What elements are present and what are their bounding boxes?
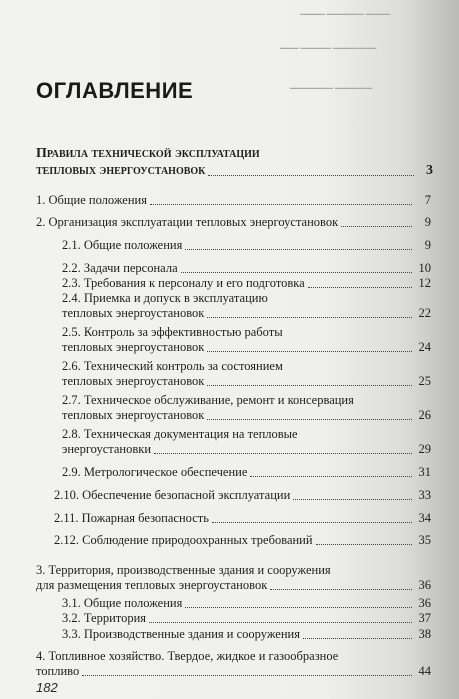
dot-leader <box>250 475 412 477</box>
dot-leader <box>185 248 412 250</box>
toc-entry-title: тепловых энергоустановок <box>62 408 205 422</box>
dot-leader <box>208 174 414 176</box>
toc-entry-title: 2.7. Техническое обслуживание, ремонт и консервация <box>62 393 354 407</box>
show-through-text: ▁▁▁▁ ▁▁▁▁▁▁ ▁▁▁▁ <box>300 6 391 15</box>
toc-entry-title: Правила технической эксплуатации <box>36 146 260 161</box>
toc-entry-title: тепловых энергоустановок <box>62 306 205 320</box>
dot-leader <box>207 418 412 420</box>
toc-page-number: 3 <box>426 163 433 178</box>
toc-page-number: 25 <box>418 374 431 388</box>
toc-page-number: 7 <box>424 193 431 207</box>
toc-page-number: 37 <box>418 611 431 625</box>
toc-entry-title: 2.5. Контроль за эффективностью работы <box>62 325 283 339</box>
toc-entry-title: 3. Территория, производственные здания и сооружения <box>36 563 331 577</box>
toc-page-number: 33 <box>418 488 431 502</box>
toc-page-number: 9 <box>424 215 431 229</box>
toc-entry-title: 2.1. Общие положения <box>62 238 183 252</box>
dot-leader <box>293 498 412 500</box>
toc-entry <box>36 145 433 179</box>
toc-entry <box>36 563 431 593</box>
toc-entry <box>62 238 431 253</box>
contents-heading: ОГЛАВЛЕНИЕ <box>36 78 194 103</box>
dot-leader <box>316 543 412 545</box>
dot-leader <box>207 350 412 352</box>
toc-page-number: 36 <box>418 578 431 592</box>
toc-entry-title: 2.8. Техническая документация на тепловые <box>62 427 298 441</box>
toc-entry-title: тепловых энергоустановок <box>36 163 206 178</box>
toc-entry <box>36 649 431 679</box>
toc-entry <box>62 465 431 480</box>
toc-entry-title: тепловых энергоустановок <box>62 340 205 354</box>
toc-page-number: 35 <box>418 533 431 547</box>
dot-leader <box>150 203 412 205</box>
toc-entry-title: 3.1. Общие положения <box>62 596 183 610</box>
toc-entry-title: 2.6. Технический контроль за состоянием <box>62 359 283 373</box>
toc-entry-title: 2. Организация эксплуатации тепловых энергоустановок <box>36 215 339 229</box>
toc-entry-title: 2.4. Приемка и допуск в эксплуатацию <box>62 291 268 305</box>
show-through-text: ▁▁▁▁▁▁▁ ▁▁▁▁▁▁ <box>290 80 372 89</box>
toc-entry <box>62 393 431 423</box>
dot-leader <box>308 286 412 288</box>
toc-page-number: 26 <box>418 408 431 422</box>
toc-entry <box>54 488 431 503</box>
toc-entry <box>62 261 431 276</box>
toc-entry <box>54 533 431 548</box>
toc-entry <box>54 511 431 526</box>
toc-entry-title: 4. Топливное хозяйство. Твердое, жидкое и газообразное <box>36 649 339 663</box>
toc-page-number: 24 <box>418 340 431 354</box>
dot-leader <box>341 225 412 227</box>
toc-entry-title: энергоустановки <box>62 442 152 456</box>
page-number: 182 <box>36 680 58 695</box>
toc-entry-title: 2.10. Обеспечение безопасной эксплуатации <box>54 488 291 502</box>
dot-leader <box>207 316 412 318</box>
toc-page-number: 29 <box>418 442 431 456</box>
toc-entry-title: 2.2. Задачи персонала <box>62 261 178 275</box>
toc-entry-title: для размещения тепловых энергоустановок <box>36 578 268 592</box>
toc-page-number: 12 <box>418 276 431 290</box>
toc-page-number: 34 <box>418 511 431 525</box>
toc-entry <box>62 427 431 457</box>
toc-page-number: 36 <box>418 596 431 610</box>
dot-leader <box>149 621 412 623</box>
toc-entry-title: 2.12. Соблюдение природоохранных требований <box>54 533 313 547</box>
toc-entry <box>36 215 431 230</box>
show-through-text: ▁▁▁ ▁▁▁▁▁ ▁▁▁▁▁▁▁ <box>280 40 377 49</box>
toc-entry <box>62 359 431 389</box>
toc-page-number: 10 <box>418 261 431 275</box>
dot-leader <box>185 606 412 608</box>
dot-leader <box>207 384 412 386</box>
toc-entry <box>62 627 431 642</box>
toc-page-number: 44 <box>418 664 431 678</box>
toc-page-number: 22 <box>418 306 431 320</box>
toc-entry-title: 3.3. Производственные здания и сооружения <box>62 627 300 641</box>
toc-entry <box>62 325 431 355</box>
dot-leader <box>303 637 412 639</box>
toc-entry <box>62 276 431 291</box>
dot-leader <box>82 674 412 676</box>
toc-entry-title: 2.3. Требования к персоналу и его подготовка <box>62 276 305 290</box>
dot-leader <box>154 452 412 454</box>
toc-entry-title: 1. Общие положения <box>36 193 147 207</box>
toc-page-number: 38 <box>418 627 431 641</box>
toc-entry-title: 2.11. Пожарная безопасность <box>54 511 209 525</box>
toc-entry-title: тепловых энергоустановок <box>62 374 205 388</box>
dot-leader <box>181 271 412 273</box>
toc-page-number: 9 <box>424 238 431 252</box>
toc-entry-title: топливо <box>36 664 80 678</box>
toc-page-number: 31 <box>418 465 431 479</box>
toc-entry <box>36 193 431 208</box>
toc-entry <box>62 611 431 626</box>
toc-entry-title: 2.9. Метрологическое обеспечение <box>62 465 248 479</box>
dot-leader <box>270 588 412 590</box>
toc-entry <box>62 291 431 321</box>
toc-entry-title: 3.2. Территория <box>62 611 147 625</box>
toc-entry <box>62 596 431 611</box>
dot-leader <box>212 521 412 523</box>
